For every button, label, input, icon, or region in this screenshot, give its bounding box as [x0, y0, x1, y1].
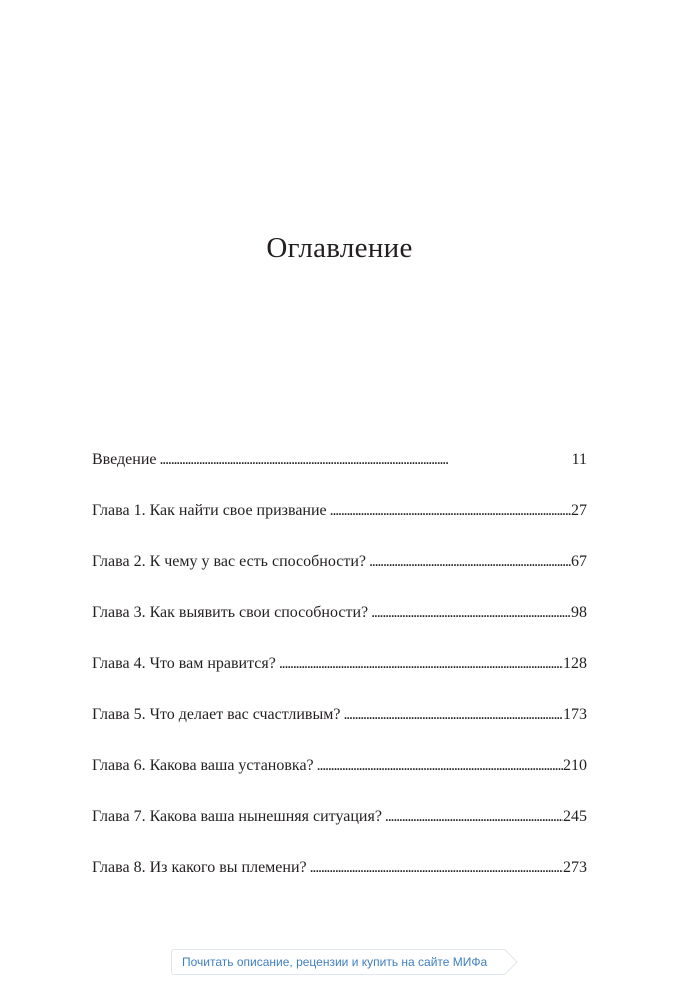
- toc-dot-leader: [340, 703, 563, 727]
- toc-entry-title: Введение: [92, 451, 157, 468]
- toc-entry-title: Глава 3. Как выявить свои способности?: [92, 604, 369, 621]
- toc-page-number: 128: [563, 655, 587, 672]
- toc-dot-leader: [327, 499, 571, 523]
- toc-page-number: 173: [563, 706, 587, 723]
- read-more-link-label: Почитать описание, рецензии и купить на сайте МИФа: [182, 955, 488, 969]
- toc-page-number: 273: [563, 859, 587, 876]
- toc-entry-chapter-7: [92, 805, 587, 856]
- toc-dot-leader: [382, 805, 563, 829]
- toc-entry-chapter-5: [92, 703, 587, 754]
- toc-entry-title: Глава 2. К чему у вас есть способности?: [92, 553, 366, 570]
- toc-dot-leader: [368, 601, 571, 625]
- toc-entry-title: Глава 6. Какова ваша установка?: [92, 757, 314, 774]
- toc-dot-leader: [307, 856, 563, 880]
- toc-entry-chapter-6: [92, 754, 587, 805]
- toc-dot-leader: [314, 754, 563, 778]
- toc-entry-title: Глава 5. Что делает вас счастливым?: [92, 706, 341, 723]
- toc-entry-title: Глава 1. Как найти свое призвание: [92, 502, 327, 519]
- toc-dot-leader: [366, 550, 571, 574]
- toc-entry-title: Глава 4. Что вам нравится?: [92, 655, 276, 672]
- toc-entry-title: Глава 7. Какова ваша нынешняя ситуация?: [92, 808, 382, 825]
- toc-page-number: 245: [563, 808, 587, 825]
- toc-page-number: 67: [571, 553, 587, 570]
- toc-dot-leader: [157, 448, 572, 472]
- toc-entry-chapter-4: [92, 652, 587, 703]
- toc-entry-chapter-8: [92, 856, 587, 907]
- page-title: Оглавление: [266, 232, 413, 264]
- toc-dot-leader: [276, 652, 563, 676]
- toc-page-number: 210: [563, 757, 587, 774]
- toc-entry-title: Глава 8. Из какого вы племени?: [92, 859, 307, 876]
- toc-entry-chapter-1: [92, 499, 587, 550]
- toc-entry-introduction: [92, 448, 587, 499]
- read-more-on-publisher-site-link[interactable]: [171, 949, 505, 975]
- toc-entry-chapter-3: [92, 601, 587, 652]
- table-of-contents: [92, 448, 587, 907]
- toc-page-number: 11: [571, 451, 587, 468]
- toc-page-number: 27: [571, 502, 587, 519]
- toc-entry-chapter-2: [92, 550, 587, 601]
- toc-page-number: 98: [571, 604, 587, 621]
